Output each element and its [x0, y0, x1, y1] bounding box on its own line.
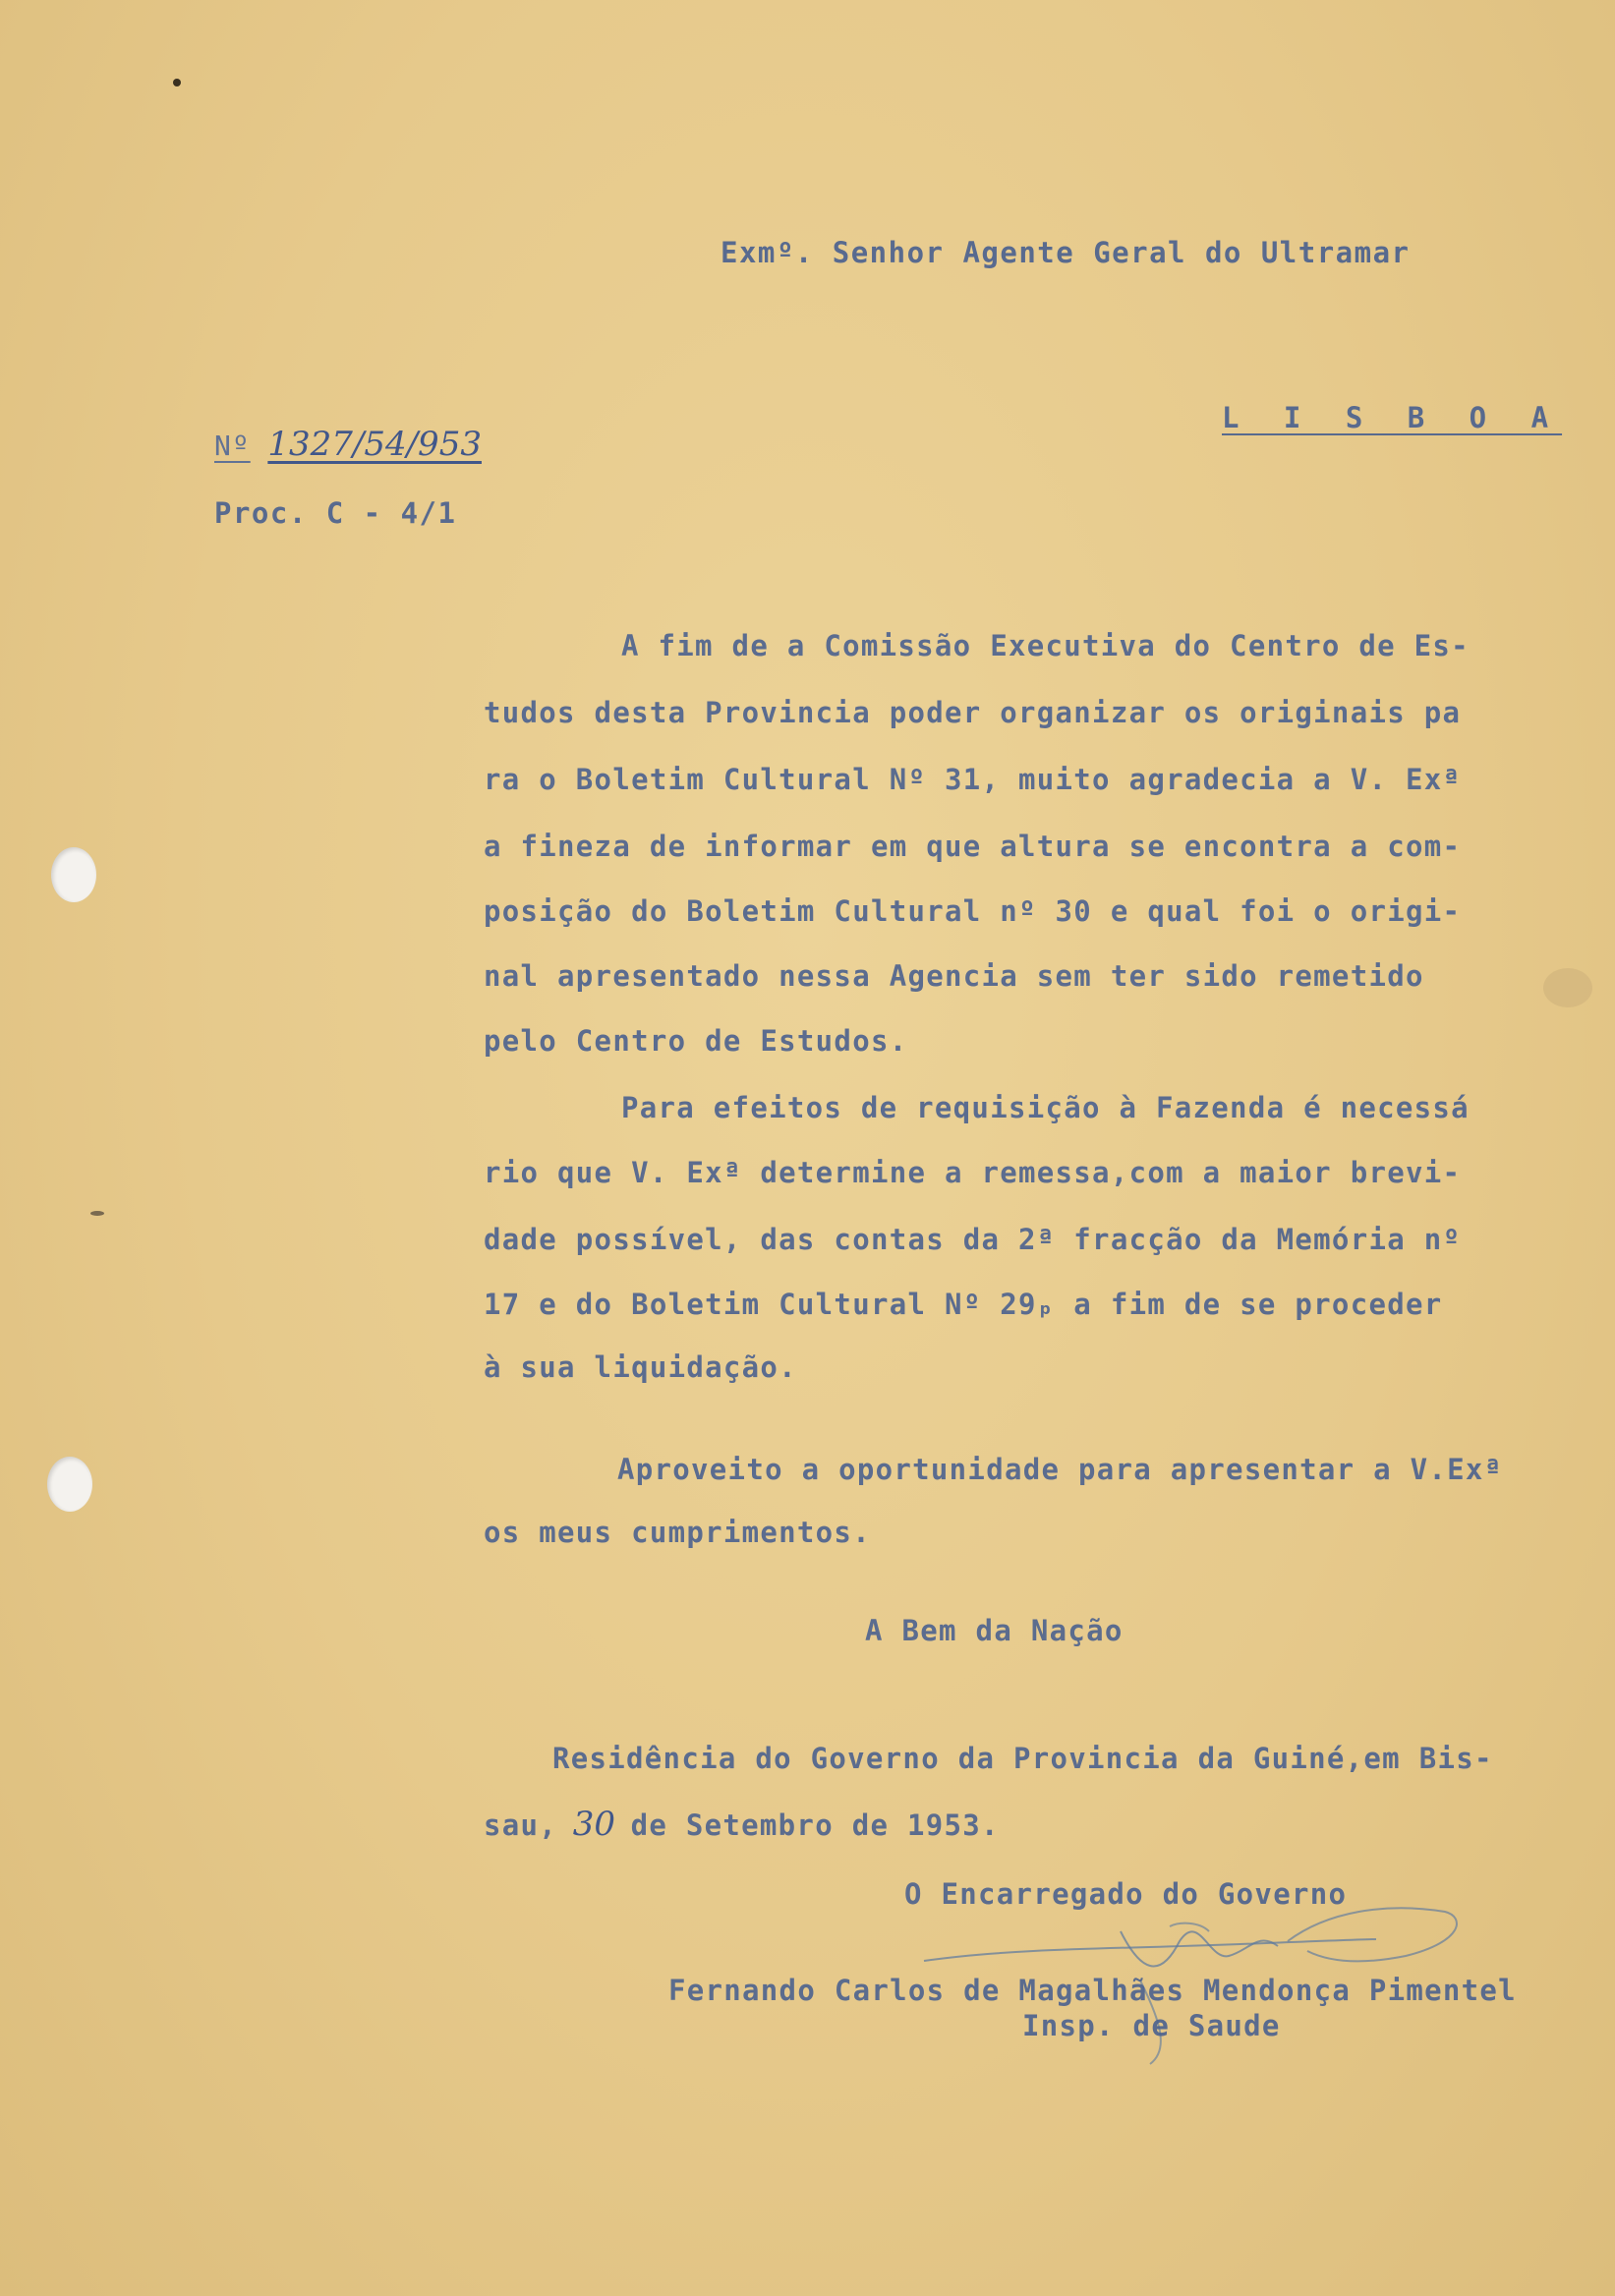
signatory-role: O Encarregado do Governo — [904, 1877, 1348, 1911]
salutation: A Bem da Nação — [865, 1614, 1124, 1647]
text-line: nal apresentado nessa Agencia sem ter sido remetido — [484, 959, 1424, 993]
text-line: tudos desta Provincia poder organizar os originais pa — [484, 696, 1462, 729]
text-line: ra o Boletim Cultural Nº 31, muito agradecia a V. Exª — [484, 763, 1462, 796]
addressee-line: Exmº. Senhor Agente Geral do Ultramar — [721, 236, 1411, 269]
text-line: A fim de a Comissão Executiva do Centro de Es- — [621, 629, 1470, 662]
text-line: dade possível, das contas da 2ª fracção da Memória nº — [484, 1223, 1462, 1256]
punch-hole-top — [51, 847, 96, 902]
place-line-2-suffix: de Setembro de 1953. — [630, 1808, 1000, 1842]
text-line: posição do Boletim Cultural nº 30 e qual foi o origi- — [484, 894, 1462, 928]
reference-number — [214, 425, 482, 464]
paper-stain — [1543, 968, 1592, 1007]
text-line: Para efeitos de requisição à Fazenda é necessá — [621, 1091, 1470, 1124]
text-line: a fineza de informar em que altura se encontra a com- — [484, 830, 1462, 863]
paper-speck — [173, 79, 181, 86]
reference-handwritten: 1327/54/953 — [267, 425, 482, 464]
place-line-2-prefix: sau, — [484, 1808, 558, 1842]
signatory-name: Fernando Carlos de Magalhães Mendonça Pimentel — [668, 1974, 1517, 2007]
handwritten-day: 30 — [572, 1805, 615, 1844]
place-line-2 — [484, 1805, 1000, 1844]
punch-hole-bottom — [47, 1457, 92, 1512]
place-line-1: Residência do Governo da Provincia da Guiné,em Bis- — [552, 1742, 1493, 1775]
text-line: 17 e do Boletim Cultural Nº 29ₚ a fim de se proceder — [484, 1288, 1443, 1321]
reference-prefix: Nº — [214, 430, 251, 462]
paper-speck — [90, 1211, 104, 1216]
text-line: Aproveito a oportunidade para apresentar a V.Exª — [617, 1453, 1503, 1486]
signatory-title: Insp. de Saude — [1022, 2009, 1281, 2042]
text-line: pelo Centro de Estudos. — [484, 1024, 908, 1058]
text-line: os meus cumprimentos. — [484, 1516, 871, 1549]
city-heading: L I S B O A — [1222, 401, 1563, 434]
process-number: Proc. C - 4/1 — [214, 496, 457, 530]
text-line: à sua liquidação. — [484, 1350, 797, 1384]
text-line: rio que V. Exª determine a remessa,com a maior brevi- — [484, 1156, 1462, 1189]
